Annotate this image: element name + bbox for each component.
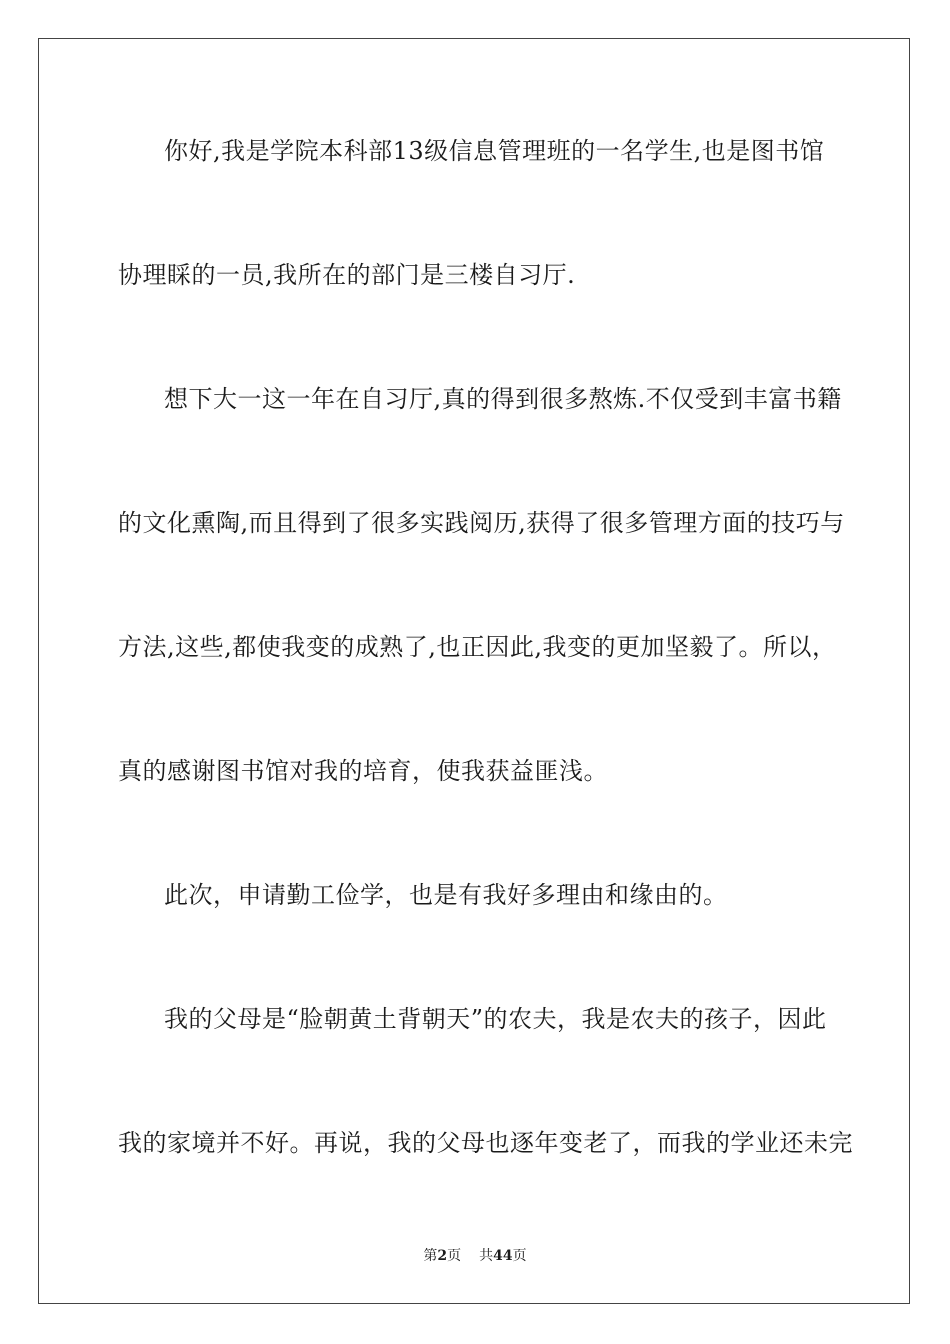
paragraph-line-6: 真的感谢图书馆对我的培育，使我获益匪浅。 (118, 757, 608, 785)
paragraph-line-8: 我的父母是“脸朝黄土背朝天”的农夫，我是农夫的孩子，因此 (164, 1005, 827, 1033)
footer-page-number: 2 (437, 1248, 448, 1264)
paragraph-line-3: 想下大一这一年在自习厅,真的得到很多熬炼.不仅受到丰富书籍 (164, 385, 842, 413)
paragraph-line-5: 方法,这些,都使我变的成熟了,也正因此,我变的更加坚毅了。所以， (118, 633, 837, 661)
paragraph-line-4: 的文化熏陶,而且得到了很多实践阅历,获得了很多管理方面的技巧与 (118, 509, 845, 537)
page-border (38, 38, 910, 1304)
paragraph-line-7: 此次，申请勤工俭学，也是有我好多理由和缘由的。 (164, 881, 728, 909)
footer-total-suffix: 页 (512, 1248, 527, 1264)
paragraph-line-9: 我的家境并不好。再说，我的父母也逐年变老了，而我的学业还未完 (118, 1129, 853, 1157)
footer-page-suffix: 页 (447, 1248, 462, 1264)
paragraph-line-2: 协理睬的一员,我所在的部门是三楼自习厅. (118, 261, 576, 289)
footer-total-prefix: 共 (479, 1248, 494, 1264)
page-footer (0, 1246, 950, 1266)
paragraph-line-1: 你好,我是学院本科部13级信息管理班的一名学生,也是图书馆 (164, 137, 825, 165)
footer-page-prefix: 第 (423, 1248, 438, 1264)
footer-total-number: 44 (493, 1248, 513, 1264)
